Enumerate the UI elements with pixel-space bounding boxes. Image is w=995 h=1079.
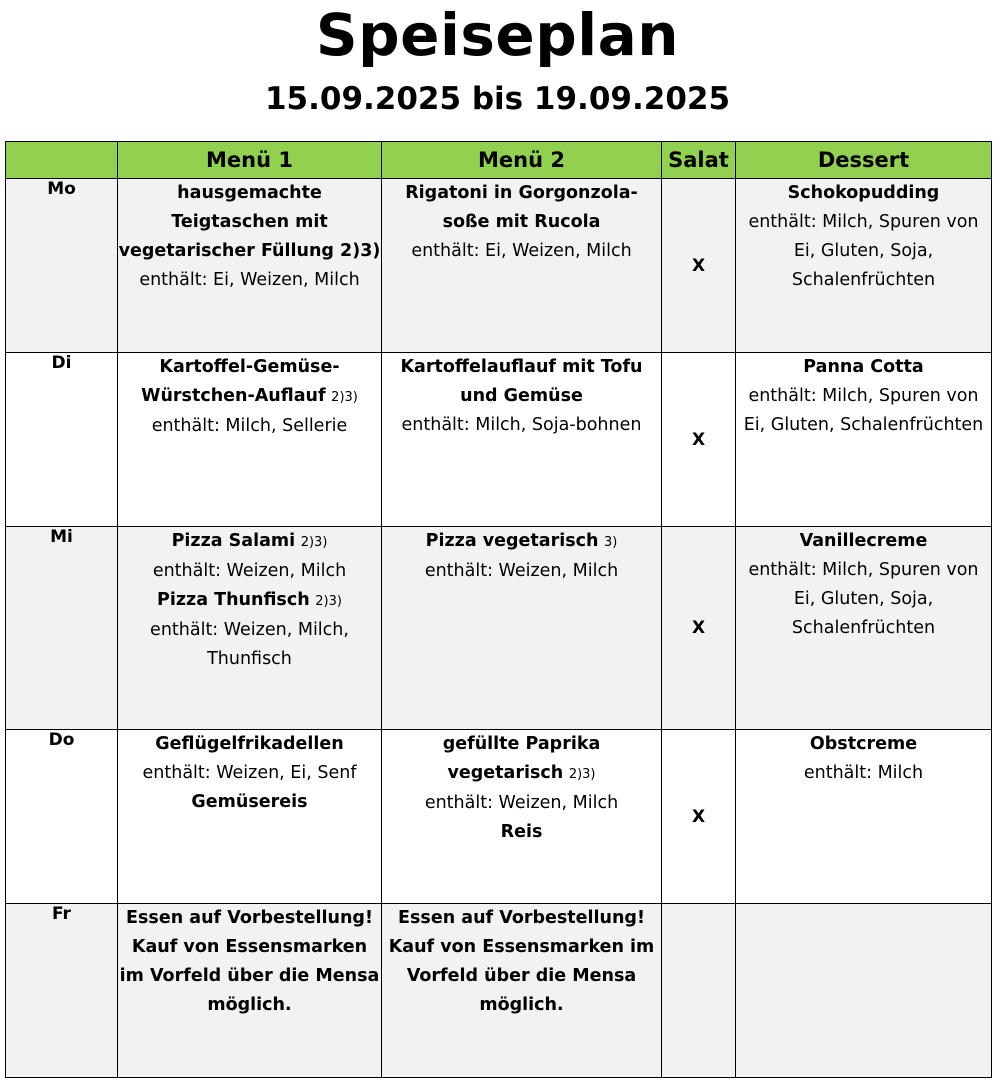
additives: 2)3) bbox=[300, 535, 328, 550]
dish-name: hausgemachte Teigtaschen mit vegetarischer Füllung 2)3) bbox=[118, 183, 381, 261]
dessert-cell bbox=[736, 353, 992, 527]
table-row bbox=[6, 179, 992, 353]
additives: 2)3) bbox=[331, 390, 358, 405]
menu2-cell bbox=[382, 527, 662, 730]
allergens: enthält: Milch, Sellerie bbox=[151, 416, 348, 436]
menu-table bbox=[5, 141, 992, 1078]
day-label: Fr bbox=[6, 904, 118, 1078]
allergens: enthält: Weizen, Milch bbox=[152, 561, 347, 581]
header-salat: Salat bbox=[662, 142, 736, 179]
preorder-note: Essen auf Vorbestellung! Kauf von Essensmarken im Vorfeld über die Mensa möglich. bbox=[119, 908, 380, 1015]
page-title: Speiseplan bbox=[315, 1, 680, 69]
allergens: enthält: Milch bbox=[803, 763, 924, 783]
additives: 3) bbox=[604, 535, 618, 550]
day-label: Do bbox=[6, 730, 118, 904]
day-label: Di bbox=[6, 353, 118, 527]
dessert-name: Obstcreme bbox=[809, 734, 918, 754]
allergens: enthält: Weizen, Ei, Senf bbox=[142, 763, 357, 783]
salat-cell: X bbox=[662, 353, 736, 527]
table-row bbox=[6, 527, 992, 730]
header-day bbox=[6, 142, 118, 179]
allergens: enthält: Ei, Weizen, Milch bbox=[139, 270, 360, 290]
table-row bbox=[6, 904, 992, 1078]
menu1-cell bbox=[118, 353, 382, 527]
dish-name-2: Pizza Thunfisch bbox=[157, 590, 310, 610]
dessert-cell bbox=[736, 527, 992, 730]
day-label: Mi bbox=[6, 527, 118, 730]
salat-cell: X bbox=[662, 730, 736, 904]
side-dish: Reis bbox=[500, 822, 543, 842]
salat-cell: X bbox=[662, 527, 736, 730]
dish-name: Pizza vegetarisch bbox=[425, 531, 599, 551]
day-label: Mo bbox=[6, 179, 118, 353]
header-menu2: Menü 2 bbox=[382, 142, 662, 179]
dish-name: Rigatoni in Gorgonzola-soße mit Rucola bbox=[405, 183, 638, 232]
allergens: enthält: Weizen, Milch bbox=[424, 561, 619, 581]
date-range: 15.09.2025 bis 19.09.2025 bbox=[264, 81, 731, 117]
dessert-cell bbox=[736, 179, 992, 353]
menu1-cell bbox=[118, 179, 382, 353]
allergens: enthält: Milch, Spuren von Ei, Gluten, Soja, Schalenfrüchten bbox=[748, 212, 979, 290]
allergens: enthält: Milch, Soja-bohnen bbox=[401, 415, 642, 435]
allergens: enthält: Milch, Spuren von Ei, Gluten, Schalenfrüchten bbox=[743, 386, 984, 435]
table-row bbox=[6, 353, 992, 527]
allergens-2: enthält: Weizen, Milch, Thunfisch bbox=[150, 620, 349, 669]
dish-name: gefüllte Paprika vegetarisch bbox=[442, 734, 601, 783]
dish-name: Kartoffelauflauf mit Tofu und Gemüse bbox=[400, 357, 643, 406]
allergens: enthält: Weizen, Milch bbox=[424, 793, 619, 813]
salat-cell bbox=[662, 904, 736, 1078]
side-dish: Gemüsereis bbox=[191, 792, 308, 812]
header-row bbox=[6, 142, 992, 179]
allergens: enthält: Milch, Spuren von Ei, Gluten, Soja, Schalenfrüchten bbox=[748, 560, 979, 638]
dessert-name: Vanillecreme bbox=[799, 531, 928, 551]
menu1-cell bbox=[118, 904, 382, 1078]
menu2-cell bbox=[382, 179, 662, 353]
preorder-note: Essen auf Vorbestellung! Kauf von Essensmarken im Vorfeld über die Mensa möglich. bbox=[388, 908, 655, 1015]
dessert-cell bbox=[736, 904, 992, 1078]
dish-name: Pizza Salami bbox=[171, 531, 296, 551]
dish-name: Geflügelfrikadellen bbox=[155, 734, 344, 754]
dish-name: Kartoffel-Gemüse-Würstchen-Auflauf bbox=[141, 357, 340, 406]
menu1-cell bbox=[118, 730, 382, 904]
dessert-cell bbox=[736, 730, 992, 904]
header-dessert: Dessert bbox=[736, 142, 992, 179]
dessert-name: Schokopudding bbox=[787, 183, 940, 203]
additives: 2)3) bbox=[568, 767, 596, 782]
menu2-cell bbox=[382, 730, 662, 904]
menu1-cell bbox=[118, 527, 382, 730]
additives-2: 2)3) bbox=[315, 594, 342, 609]
dessert-name: Panna Cotta bbox=[803, 357, 924, 377]
table-row bbox=[6, 730, 992, 904]
allergens: enthält: Ei, Weizen, Milch bbox=[411, 241, 632, 261]
menu2-cell bbox=[382, 353, 662, 527]
salat-cell: X bbox=[662, 179, 736, 353]
header-menu1: Menü 1 bbox=[118, 142, 382, 179]
menu2-cell bbox=[382, 904, 662, 1078]
